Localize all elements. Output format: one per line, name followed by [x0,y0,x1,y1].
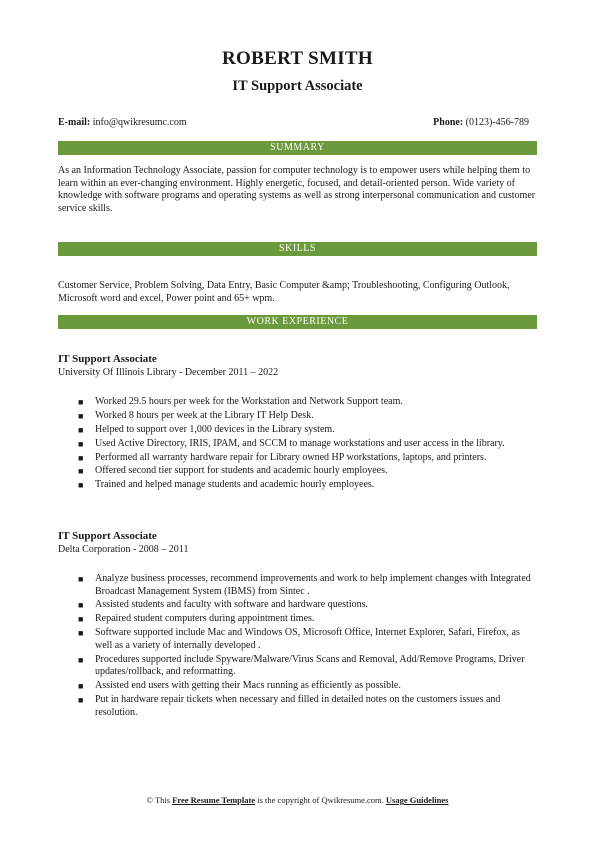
job-bullet: ■ Worked 29.5 hours per week for the Workstation and Network Support team. [78,396,403,407]
job-bullet: ■ Put in hardware repair tickets when necessary and filled in detailed notes on the customers issues and resolution. [78,694,501,718]
job-bullet: ■ Trained and helped manage students and academic hourly employees. [78,479,375,491]
phone-label: Phone: [433,117,464,128]
bullet-icon: ■ [78,466,84,477]
job-bullet: ■ Analyze business processes, recommend improvements and work to help implement changes with Integrated Broadcast Management System (IBMS) from Sintec . [78,573,531,597]
job-bullets [58,573,538,719]
job-bullets [58,396,538,492]
summary-text: As an Information Technology Associate, passion for computer technology is to empower users while helping them to learn within an ever-changing environment. Highly energetic, focused, and detail-oriented person. Wide variety of knowledge with software programs and operating systems as well as strong interpersonal communication and customer service skills. [58,165,536,214]
bullet-icon: ■ [78,614,84,625]
bullet-icon: ■ [78,574,84,584]
job-bullet: ■ Performed all warranty hardware repair for Library owned HP workstations, laptops, and printers. [78,451,487,463]
bullet-icon: ■ [78,681,84,692]
bullet-icon: ■ [78,480,84,491]
bullet-icon: ■ [78,424,84,435]
bullet-icon: ■ [78,452,84,463]
bullet-icon: ■ [78,600,84,611]
job-title: IT Support Associate [58,353,157,365]
job-bullet: ■ Offered second tier support for students and academic hourly employees. [78,465,388,477]
bullet-icon: ■ [78,628,84,639]
job-bullet: ■ Worked 8 hours per week at the Library IT Help Desk. [78,409,314,421]
phone-line [433,117,529,128]
email-value: info@qwikresumc.com [92,117,187,128]
candidate-name: ROBERT SMITH [222,48,373,69]
job-organization: Delta Corporation - 2008 – 2011 [58,544,189,555]
candidate-title: IT Support Associate [232,78,363,94]
usage-guidelines-link[interactable]: Usage Guidelines [385,795,449,805]
job-bullet: ■ Procedures supported include Spyware/Malware/Virus Scans and Removal, Add/Remove Programs, Driver updates/rollback, and reformatting. [78,653,525,678]
email-label: E-mail: [58,117,91,128]
free-resume-template-link[interactable]: Free Resume Template [172,795,256,805]
job-bullet: ■ Assisted end users with getting their Macs running as efficiently as possible. [78,680,401,692]
job-organization: University Of Illinois Library - December 2011 – 2022 [58,367,279,378]
summary-heading: SUMMARY [58,141,537,155]
bullet-icon: ■ [78,397,84,407]
phone-value: (0123)-456-789 [465,117,529,128]
job-bullet: ■ Software supported include Mac and Windows OS, Microsoft Office, Internet Explorer, Safari, Firefox, as well as a variety of internally developed . [78,627,520,651]
job-bullet: ■ Used Active Directory, IRIS, IPAM, and SCCM to manage workstations and user access in the library. [78,437,505,449]
job-title: IT Support Associate [58,530,157,542]
footer-prefix: © This [146,795,173,805]
job-bullet: ■ Repaired student computers during appointment times. [78,613,315,625]
job-bullet: ■ Assisted students and faculty with software and hardware questions. [78,599,368,611]
footer-middle: is the copyright of Qwikresume.com. [255,795,386,805]
bullet-icon: ■ [78,654,84,665]
bullet-icon: ■ [78,410,84,421]
job-bullet: ■ Helped to support over 1,000 devices in the Library system. [78,423,335,435]
copyright-footer [0,795,595,805]
email-line [58,117,187,128]
bullet-icon: ■ [78,695,84,706]
job-entry [58,530,538,721]
skills-text: Customer Service, Problem Solving, Data Entry, Basic Computer &amp; Troubleshooting, Configuring Outlook, Microsoft word and excel, Power point and 65+ wpm. [58,280,510,304]
job-entry [58,353,538,493]
bullet-icon: ■ [78,438,84,449]
work-experience-heading: WORK EXPERIENCE [58,315,537,329]
skills-heading: SKILLS [58,242,537,256]
